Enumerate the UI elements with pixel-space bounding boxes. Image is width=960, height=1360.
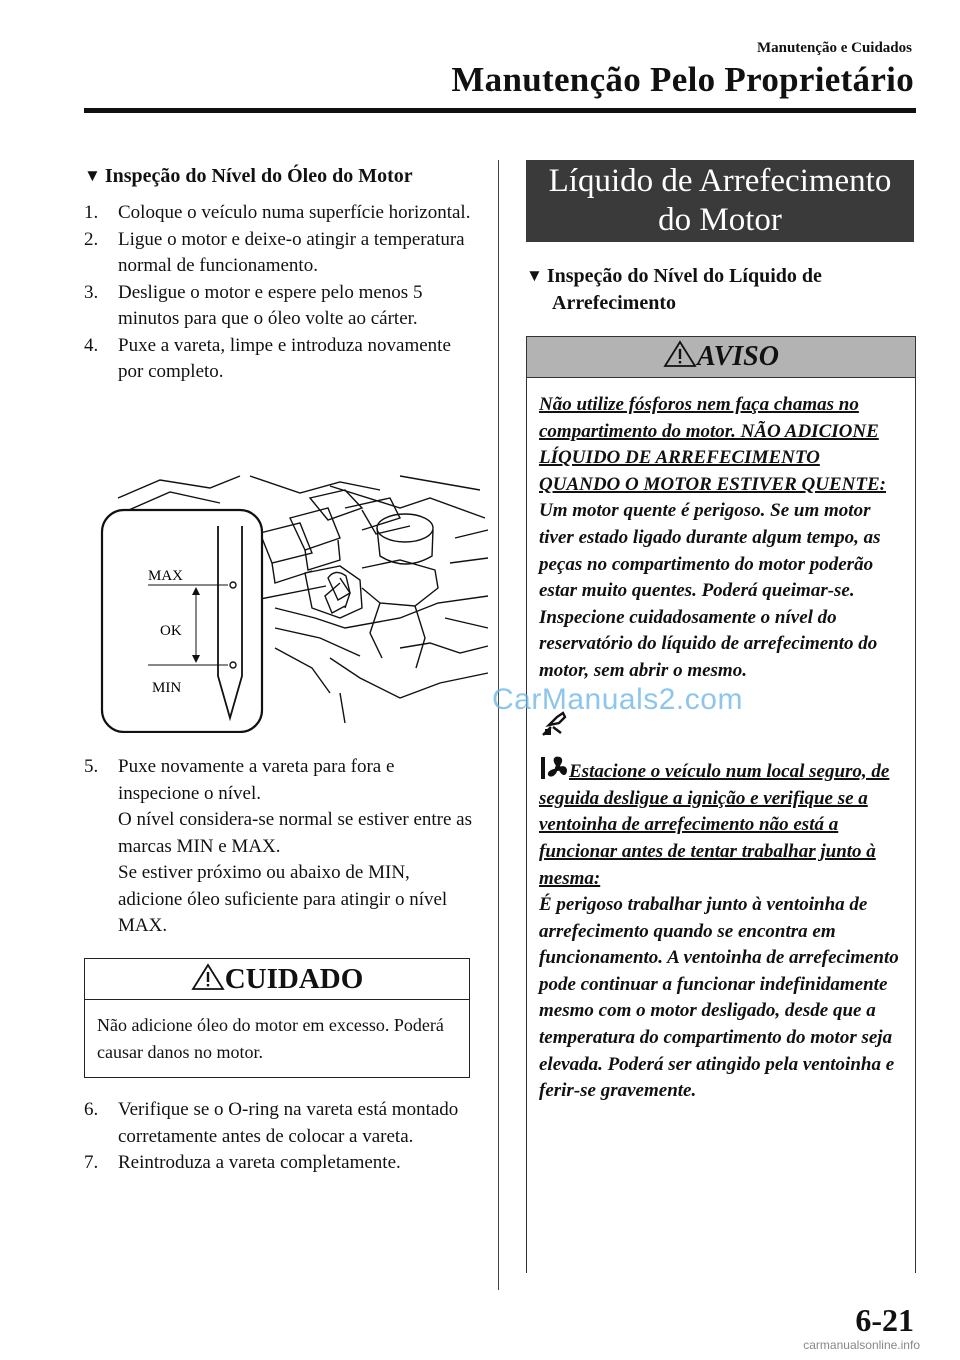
oil-check-heading-text: Inspeção do Nível do Óleo do Motor [104, 165, 413, 187]
warning-title: Não utilize fósforos nem faça chamas no compartimento do motor. NÃO ADICIONE LÍQUIDO DE ARREFECIMENTO QUANDO O MOTOR ESTIVER QUENTE: [539, 394, 886, 495]
header-rule [84, 108, 916, 113]
watermark: CarManuals2.com [492, 683, 743, 716]
warning-triangle-icon [191, 963, 225, 991]
coolant-check-heading: ▼ Inspeção do Nível do Líquido de Arrefecimento [526, 262, 916, 317]
fan-icon [539, 755, 569, 779]
caution-box [84, 958, 470, 1078]
oil-steps-end [84, 1097, 476, 1177]
oil-steps-list [84, 200, 476, 386]
list-item: 3. Desligue o motor e espere pelo menos 5 minutos para que o óleo volte ao cárter. [84, 281, 423, 329]
oil-check-section [84, 162, 476, 386]
fan-warning-content [539, 755, 903, 1105]
max-label: MAX [148, 568, 184, 584]
warning-body [527, 378, 915, 1105]
min-label: MIN [152, 680, 182, 696]
caution-label: CUIDADO [224, 963, 364, 995]
triangle-bullet-icon: ▼ [84, 166, 101, 185]
warning-triangle-icon [663, 340, 697, 368]
warning-label: AVISO [697, 341, 779, 372]
list-item: 5. Puxe novamente a vareta para fora e inspecione o nível. O nível considera-se normal se estiver entre as marcas MIN e MAX. Se estiver próximo ou abaixo de MIN, adicione óleo suficiente para atingir o nível MAX. [84, 756, 473, 936]
dipstick-callout-box [102, 510, 262, 732]
list-item: 7. Reintroduza a vareta completamente. [84, 1152, 401, 1173]
caution-header [85, 959, 469, 1000]
fan-warning-text: É perigoso trabalhar junto à ventoinha de arrefecimento quando se encontra em funcionamento. A ventoinha de arrefecimento pode continuar a funcionar indefinidamente mesmo com o motor desligado, desde que a temperatura do compartimento do motor seja elevada. Poderá ser atingido pela ventoinha e ferir-se gravemente. [539, 894, 899, 1102]
list-item: 1. Coloque o veículo numa superfície horizontal. [84, 202, 471, 223]
warning-header [527, 337, 915, 378]
header-title: Manutenção Pelo Proprietário [451, 60, 914, 99]
fan-warning-title: Estacione o veículo num local seguro, de seguida desligue a ignição e verifique se a ventoinha de arrefecimento não está a funcionar antes de tentar trabalhar junto à mesma: [539, 761, 890, 889]
column-divider [498, 160, 499, 1290]
page-number: 6-21 [855, 1302, 914, 1338]
warning-text: Um motor quente é perigoso. Se um motor tiver estado ligado durante algum tempo, as peças no compartimento do motor poderão estar muito quentes. Poderá queimar-se. Inspecione cuidadosamente o nível do reservatório do líquido de arrefecimento do motor, sem abrir o mesmo. [539, 500, 881, 681]
dipstick-illustration [100, 468, 490, 733]
list-item: 2. Ligue o motor e deixe-o atingir a temperatura normal de funcionamento. [84, 228, 465, 276]
list-item: 4. Puxe a vareta, limpe e introduza novamente por completo. [84, 334, 451, 382]
triangle-bullet-icon: ▼ [526, 266, 543, 285]
header-section-label: Manutenção e Cuidados [756, 40, 912, 56]
caution-text: Não adicione óleo do motor em excesso. Poderá causar danos no motor. [97, 1015, 444, 1062]
list-item: 6. Verifique se o O-ring na vareta está montado corretamente antes de colocar a vareta. [84, 1099, 459, 1147]
ok-label: OK [160, 623, 182, 639]
oil-check-heading [84, 162, 476, 190]
warning-box [526, 336, 916, 1273]
coolant-section-title: Líquido de Arrefecimento do Motor [526, 160, 914, 242]
footer-url: carmanualsonline.info [803, 1338, 920, 1352]
oil-step-5 [84, 754, 476, 940]
